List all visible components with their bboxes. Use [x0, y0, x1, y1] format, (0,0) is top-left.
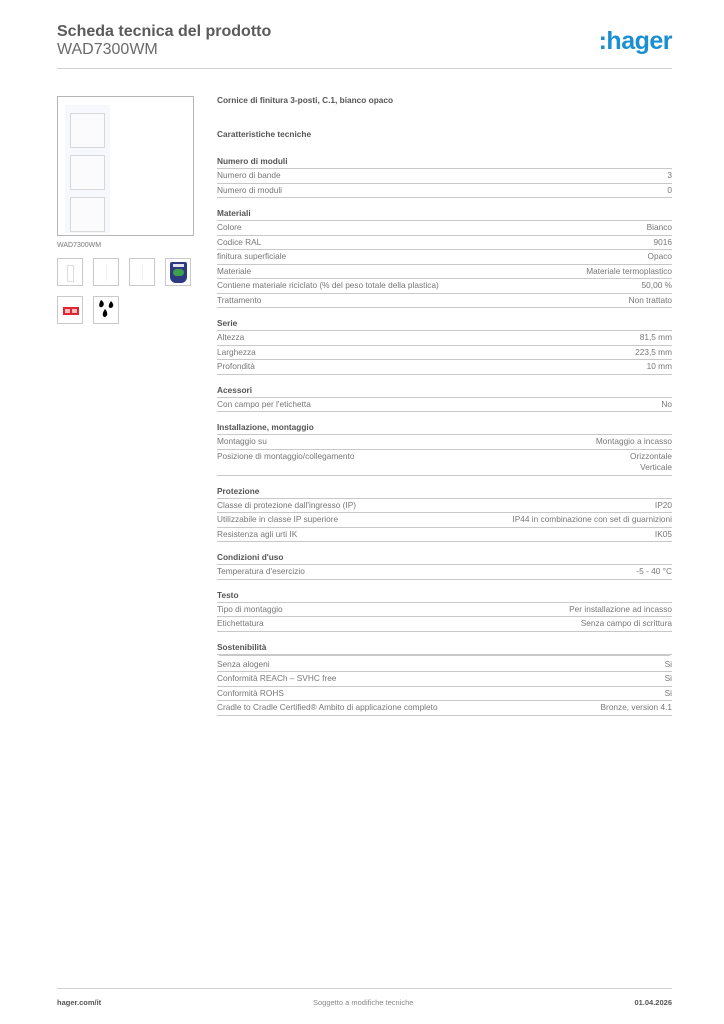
- page-header: [57, 22, 672, 59]
- spec-row: [217, 221, 672, 236]
- spec-row: [217, 658, 672, 673]
- spec-value: Per installazione ad incasso: [569, 603, 672, 614]
- spec-row: [217, 236, 672, 251]
- spec-label: Numero di bande: [217, 170, 281, 180]
- spec-label: Cradle to Cradle Certified® Ambito di applicazione completo: [217, 702, 438, 712]
- spec-label: Senza alogeni: [217, 658, 270, 669]
- footer-date: 01.04.2026: [634, 998, 672, 1007]
- thumbnail-c2c-badge[interactable]: [165, 258, 191, 286]
- frame-illustration: [65, 105, 110, 233]
- spec-value: Si: [664, 658, 672, 669]
- spec-value: 223,5 mm: [635, 346, 672, 357]
- spec-row: [217, 279, 672, 294]
- spec-row: [217, 672, 672, 687]
- spec-value: 10 mm: [646, 361, 672, 371]
- spec-group: [217, 589, 672, 632]
- spec-group: [217, 551, 672, 580]
- spec-group-title: Serie: [217, 317, 672, 331]
- spec-value: 0: [667, 184, 672, 195]
- spec-value: 9016: [653, 236, 672, 247]
- spec-groups: [217, 155, 672, 716]
- spec-row: [217, 398, 672, 413]
- frame-side-thumbnail-icon: [106, 264, 107, 281]
- page-title: Scheda tecnica del prodotto: [57, 23, 272, 40]
- spec-value: 50,00 %: [641, 280, 672, 290]
- water-drops-icon: [96, 298, 118, 323]
- spec-group-title: Installazione, montaggio: [217, 421, 672, 435]
- spec-row: [217, 331, 672, 346]
- spec-value: Si: [664, 687, 672, 698]
- spec-label: Altezza: [217, 332, 245, 342]
- spec-label: Utilizzabile in classe IP superiore: [217, 514, 339, 524]
- footer-note: Soggetto a modifiche tecniche: [313, 998, 414, 1007]
- ip-rating-badge-icon: [63, 307, 79, 315]
- frame-side-thumbnail-icon: [142, 264, 143, 281]
- spec-label: Classe di protezione dall'ingresso (IP): [217, 499, 357, 510]
- spec-value: No: [661, 398, 672, 409]
- thumbnail-ip-rating[interactable]: [57, 296, 83, 324]
- spec-group-title: Acessori: [217, 384, 672, 398]
- spec-row: [217, 603, 672, 618]
- product-media-panel: [57, 96, 197, 324]
- header-divider: [57, 68, 672, 69]
- spec-label: Tipo di montaggio: [217, 603, 283, 614]
- spec-value: IP20: [654, 499, 672, 510]
- spec-label: Trattamento: [217, 294, 262, 305]
- frame-3-slot-thumbnail-icon: [67, 265, 74, 282]
- spec-label: Larghezza: [217, 346, 256, 357]
- spec-label: Posizione di montaggio/collegamento: [217, 450, 355, 461]
- thumbnail-front-view[interactable]: [57, 258, 83, 286]
- spec-row: [217, 617, 672, 632]
- spec-row: [217, 346, 672, 361]
- frame-slot: [70, 113, 105, 148]
- spec-label: Materiale: [217, 265, 252, 276]
- spec-label: Montaggio su: [217, 436, 267, 446]
- spec-group: [217, 421, 672, 476]
- spec-label: Conformità ROHS: [217, 687, 284, 698]
- image-caption: WAD7300WM: [57, 242, 102, 249]
- spec-group-title: Protezione: [217, 485, 672, 499]
- spec-label: Profondità: [217, 361, 255, 371]
- spec-label: Con campo per l'etichetta: [217, 398, 311, 409]
- spec-label: Numero di moduli: [217, 184, 283, 195]
- frame-slot: [70, 155, 105, 190]
- spec-row: [217, 169, 672, 184]
- spec-row: [217, 687, 672, 702]
- spec-value: Bianco: [646, 222, 672, 232]
- spec-row: [217, 184, 672, 199]
- specifications-panel: [217, 95, 672, 725]
- spec-group: [217, 155, 672, 198]
- spec-label: Etichettatura: [217, 618, 264, 628]
- spec-row: [217, 528, 672, 543]
- spec-label: Colore: [217, 222, 242, 232]
- spec-label: Codice RAL: [217, 236, 262, 247]
- spec-label: Resistenza agli urti IK: [217, 528, 298, 539]
- spec-row: [217, 360, 672, 375]
- spec-value-line: Verticale: [640, 461, 672, 472]
- spec-label: Contiene materiale riciclato (% del peso totale della plastica): [217, 280, 439, 290]
- spec-value: IP44 in combinazione con set di guarnizioni: [512, 514, 672, 524]
- spec-row: [217, 499, 672, 514]
- spec-group-title: Condizioni d'uso: [217, 551, 672, 565]
- product-description: Cornice di finitura 3-posti, C.1, bianco opaco: [217, 95, 394, 105]
- spec-value: Bronze, version 4.1: [600, 702, 672, 712]
- spec-group-title: Materiali: [217, 207, 672, 221]
- spec-value: -5 - 40 °C: [636, 566, 672, 576]
- spec-value: IK05: [654, 528, 672, 539]
- thumbnail-water-drops[interactable]: [93, 296, 119, 324]
- spec-value: 81,5 mm: [639, 332, 672, 342]
- spec-group-title: Testo: [217, 589, 672, 603]
- thumbnail-side-view[interactable]: [93, 258, 119, 286]
- thumbnail-gallery: [57, 258, 207, 324]
- hager-logo: :hager: [598, 27, 672, 55]
- spec-row: [217, 701, 672, 716]
- spec-group: [217, 317, 672, 375]
- spec-value: Opaco: [647, 251, 672, 261]
- spec-row: [217, 250, 672, 265]
- footer-divider: [57, 988, 672, 989]
- spec-value: 3: [667, 170, 672, 180]
- spec-group: [217, 641, 672, 716]
- spec-value-line: Orizzontale: [630, 450, 672, 461]
- spec-row: [217, 450, 672, 476]
- section-heading: Caratteristiche tecniche: [217, 129, 312, 139]
- cradle-to-cradle-badge-icon: [170, 262, 187, 283]
- spec-value: [630, 451, 672, 473]
- spec-row: [217, 565, 672, 580]
- spec-group-title: Numero di moduli: [217, 155, 672, 169]
- spec-row: [217, 435, 672, 450]
- spec-value: Materiale termoplastico: [586, 265, 672, 276]
- spec-value: Montaggio a incasso: [595, 436, 672, 446]
- footer-website-link[interactable]: hager.com/it: [57, 998, 102, 1007]
- spec-value: Si: [664, 673, 672, 683]
- thumbnail-side-view-2[interactable]: [129, 258, 155, 286]
- spec-group: [217, 207, 672, 308]
- spec-row: [217, 265, 672, 280]
- spec-group-title: Sostenibilità: [217, 641, 672, 655]
- spec-value: Senza campo di scrittura: [580, 618, 672, 628]
- spec-group: [217, 485, 672, 543]
- spec-label: Conformità REACh – SVHC free: [217, 673, 337, 683]
- spec-label: finitura superficiale: [217, 251, 287, 261]
- spec-row: [217, 294, 672, 309]
- spec-row: [217, 513, 672, 528]
- spec-label: Temperatura d'esercizio: [217, 566, 305, 576]
- product-image[interactable]: [57, 96, 194, 236]
- spec-group: [217, 384, 672, 413]
- page-footer: [57, 998, 672, 1007]
- spec-value: Non trattato: [628, 294, 672, 305]
- frame-slot: [70, 197, 105, 232]
- product-code: WAD7300WM: [57, 41, 158, 58]
